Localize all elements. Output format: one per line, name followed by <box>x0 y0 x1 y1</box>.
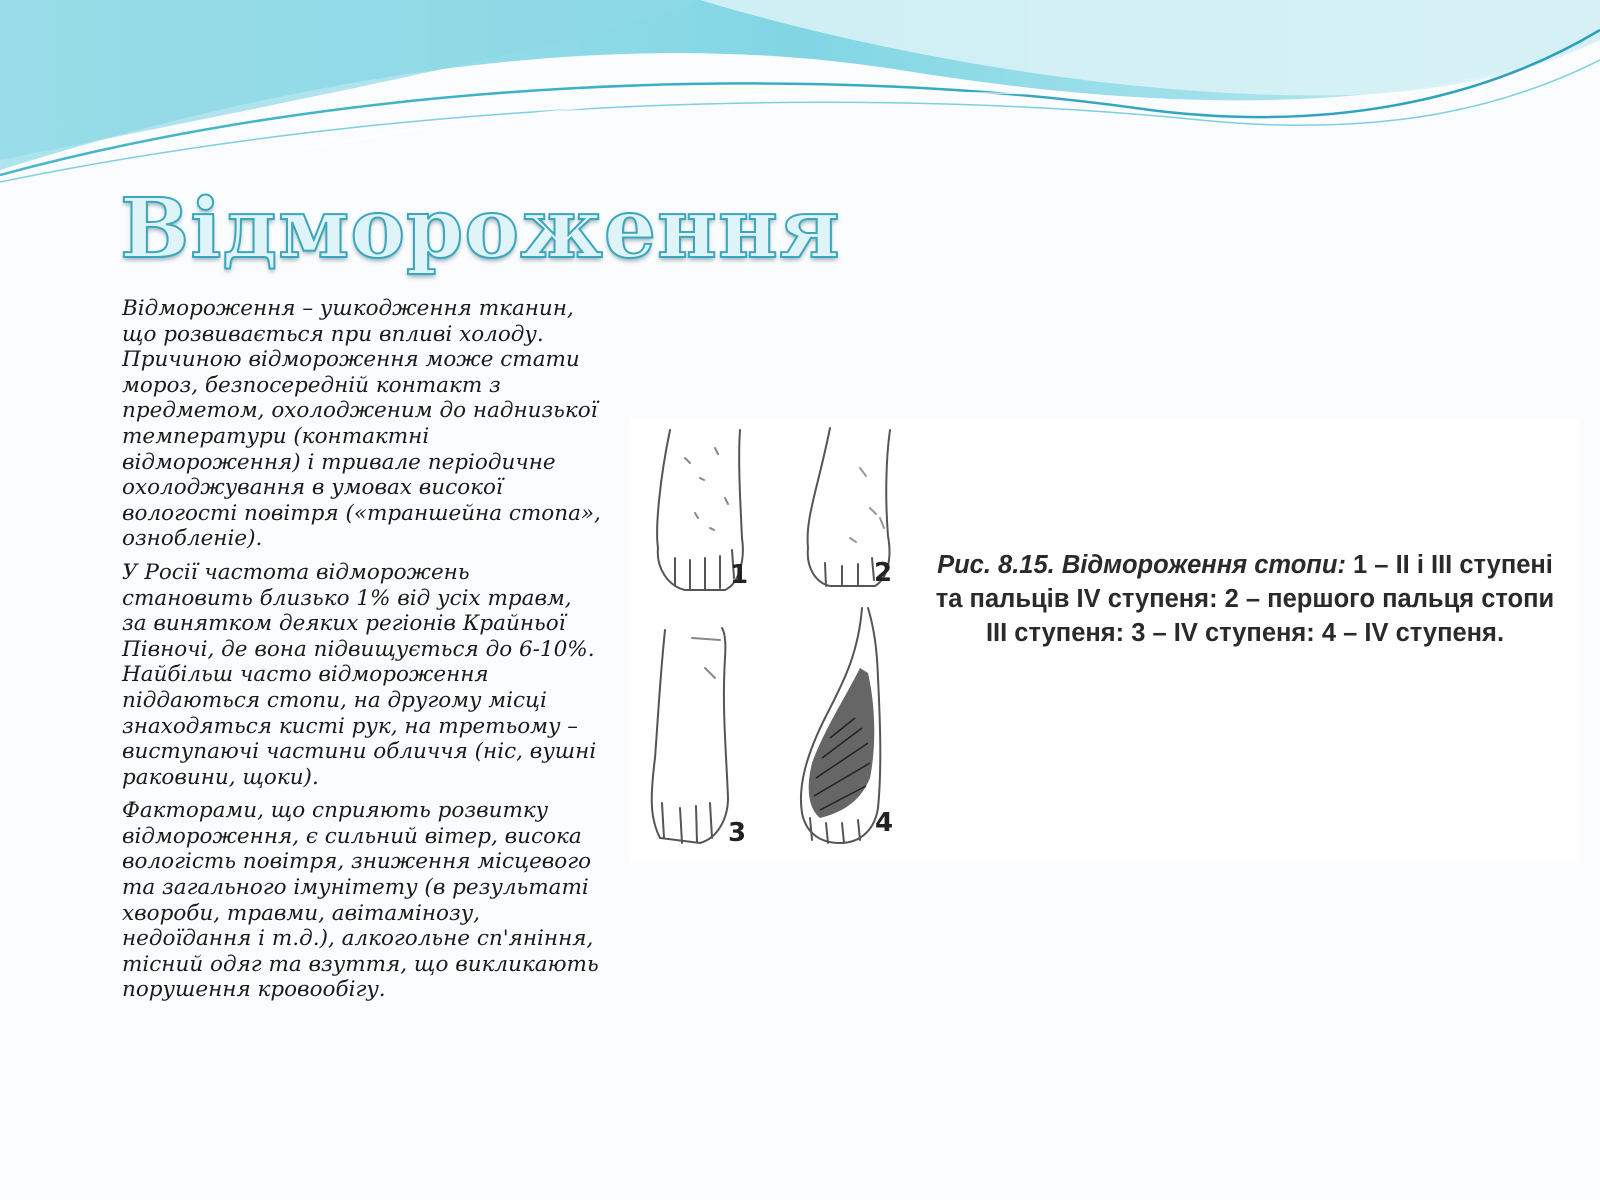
figure-label-1: 1 <box>730 560 749 590</box>
header-waves-decoration <box>0 0 1600 200</box>
body-text <box>122 296 602 1011</box>
frostbite-figure <box>630 418 1580 863</box>
figure-label-3: 3 <box>728 818 747 848</box>
paragraph-factors: Факторами, що сприяють розвитку відмороження, є сильний вітер, висока вологість повітря, зниження місцевого та загального імунітету (в результаті хвороби, травми, авітамінозу, недоїдання і т.д.), алкогольне сп'яніння, тісний одяг та взуття, що викликають порушення кровообігу. <box>122 798 599 1003</box>
figure-label-4: 4 <box>875 808 894 838</box>
figure-caption-rest: 1 – II і III ступені та пальців IV ступеня: 2 – першого пальця стопи III ступеня: 3 – IV ступеня: 4 – IV ступеня. <box>935 551 1555 647</box>
paragraph-statistics: У Росії частота відморожень становить близько 1% від усіх травм, за винятком деяких регіонів Крайньої Півночі, де вона підвищується до 6-10%. Найбільш часто відмороження піддаються стопи, на другому місці знаходяться кисті рук, на третьому – виступаючі частини обличчя (ніс, вушні раковини, щоки). <box>122 559 597 790</box>
foot-drawings <box>630 418 930 863</box>
figure-caption-lead: Рис. 8.15. Відмороження стопи: <box>937 551 1346 579</box>
figure-label-2: 2 <box>874 558 893 588</box>
foot-drawing-3 <box>652 628 728 843</box>
paragraph-definition: Відмороження – ушкодження тканин, що розвивається при впливі холоду. Причиною відмороження може стати мороз, безпосередній контакт з предметом, охолодженим до наднизької температури (контактні відмороження) і тривале періодичне охолоджування в умовах високої вологості повітря («траншейна стопа», ознобленіе). <box>122 296 601 552</box>
slide-title: Відмороження <box>120 181 841 277</box>
figure-caption <box>930 548 1560 650</box>
